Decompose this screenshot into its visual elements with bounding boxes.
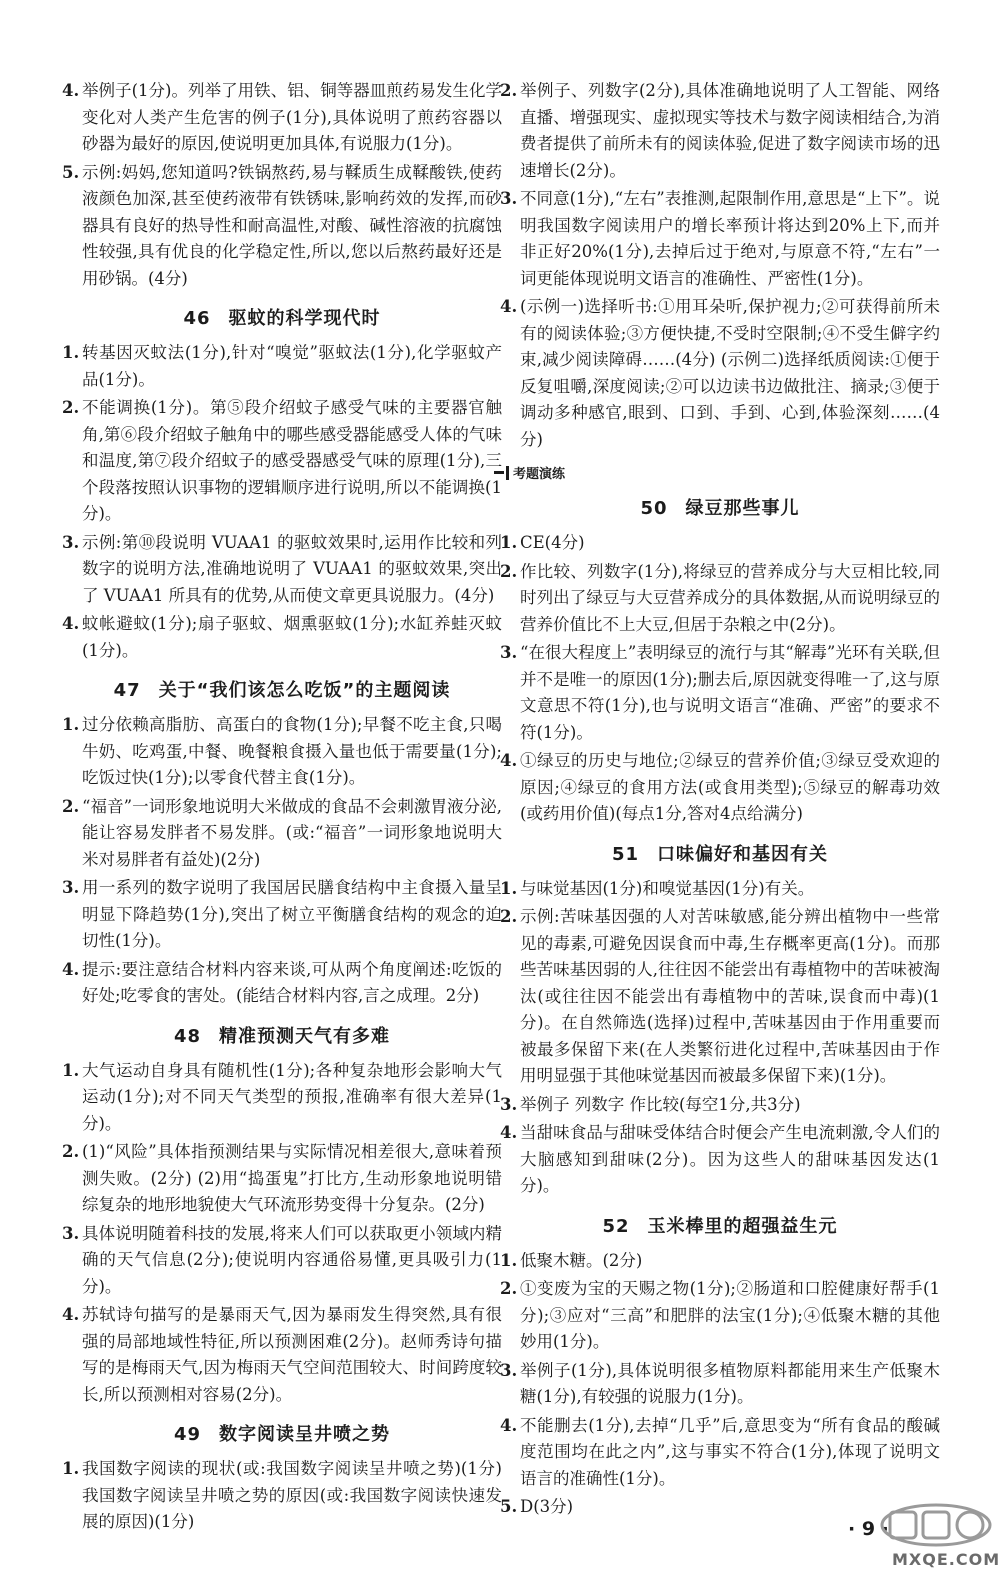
answer-item: 3. 举例子 列数字 作比较(每空1分,共3分) (500, 1094, 801, 1114)
left-column (62, 78, 502, 1538)
answer-item: 3. 示例:第⑩段说明 VUAA1 的驱蚊效果时,运用作比较和列数字的说明方法,准确地说明了 VUAA1 的驱蚊效果,突出了 VUAA1 所具有的优势,从而使文章更具说服力。(4分) (62, 532, 502, 605)
answer-item: 2. 举例子、列数字(2分),具体准确地说明了人工智能、网络直播、增强现实、虚拟现实等技术与数字阅读相结合,为消费者提供了前所未有的阅读体验,促进了数字阅读市场的迅速增长(2分)。 (500, 81, 940, 180)
band-dash-icon (494, 471, 504, 474)
answer-item: 3. 不同意(1分),“左右”表推测,起限制作用,意思是“上下”。说明我国数字阅读用户的增长率预计将达到20%上下,而并非正好20%(1分),去掉后过于绝对,与原意不符,“左右”一词更能体现说明文语言的准确性、严密性(1分)。 (500, 189, 940, 288)
section-title: 52 玉米棒里的超强益生元 (602, 1215, 838, 1237)
watermark-text: MXQE.COM (892, 1550, 1000, 1569)
answer-item: 1. 与味觉基因(1分)和嗅觉基因(1分)有关。 (500, 878, 815, 898)
answer-item: 4. 苏轼诗句描写的是暴雨天气,因为暴雨发生得突然,具有很强的局部地域性特征,所以预测困难(2分)。赵师秀诗句描写的是梅雨天气,因为梅雨天气空间范围较大、时间跨度较长,所以预测相对容易(2分)。 (62, 1305, 502, 1404)
answer-item: 2. 作比较、列数字(1分),将绿豆的营养成分与大豆相比较,同时列出了绿豆与大豆营养成分的具体数据,从而说明绿豆的营养价值比不上大豆,但居于杂粮之中(2分)。 (500, 561, 940, 634)
section-title: 51 口味偏好和基因有关 (611, 843, 829, 865)
answer-item: 4. (示例一)选择听书:①用耳朵听,保护视力;②可获得前所未有的阅读体验;③方便快捷,不受时空限制;④不受生僻字约束,减少阅读障碍……(4分) (示例二)选择纸质阅读:①便于反复咀嚼,深度阅读;②可以边读书边做批注、摘录;③便于调动多种感官,眼到、口到、手到、心到,体验深刻……(4分) (500, 297, 940, 449)
answer-item: 3. 用一系列的数字说明了我国居民膳食结构中主食摄入量呈明显下降趋势(1分),突出了树立平衡膳食结构的观念的迫切性(1分)。 (62, 878, 502, 950)
answer-item: 2. “福音”一词形象地说明大米做成的食品不会刺激胃液分泌,能让容易发胖者不易发胖。(或:“福音”一词形象地说明大米对易胖者有益处)(2分) (62, 796, 502, 869)
answer-item: 4. 蚊帐避蚊(1分);扇子驱蚊、烟熏驱蚊(1分);水缸养蛙灭蚊(1分)。 (62, 614, 502, 660)
answer-item: 1. 转基因灭蚊法(1分),针对“嗅觉”驱蚊法(1分),化学驱蚊产品(1分)。 (62, 343, 502, 389)
answer-item: 3. 具体说明随着科技的发展,将来人们可以获取更小领域内精确的天气信息(2分);使说明内容通俗易懂,更具吸引力(1分)。 (62, 1223, 502, 1296)
answer-item: 1. 过分依赖高脂肪、高蛋白的食物(1分);早餐不吃主食,只喝牛奶、吃鸡蛋,中餐、晚餐粮食摄入量也低于需要量(1分);吃饭过快(1分);以零食代替主食(1分)。 (62, 715, 502, 787)
answer-item: 1. 大气运动自身具有随机性(1分);各种复杂地形会影响大气运动(1分);对不同天气类型的预报,准确率有很大差异(1分)。 (62, 1060, 502, 1133)
answer-item: 2. ①变废为宝的天赐之物(1分);②肠道和口腔健康好帮手(1分);③应对“三高”和肥胖的法宝(1分);④低聚木糖的其他妙用(1分)。 (500, 1279, 940, 1351)
answer-item: 5. D(3分) (500, 1497, 574, 1516)
answer-item: 3. “在很大程度上”表明绿豆的流行与其“解毒”光环有关联,但并不是唯一的原因(1分);删去后,原因就变得唯一了,这与原文意思不符(1分),也与说明文语言“准确、严密”的要求不符(1分)。 (500, 643, 940, 742)
answer-item: 1. 低聚木糖。(2分) (500, 1250, 643, 1270)
answer-item: 4. 不能删去(1分),去掉“几乎”后,意思变为“所有食品的酸碱度范围均在此之内”,这与事实不符合(1分),体现了说明文语言的准确性(1分)。 (500, 1415, 940, 1488)
right-column (500, 78, 940, 1523)
answer-item: 2. 不能调换(1分)。第⑤段介绍蚊子感受气味的主要器官触角,第⑥段介绍蚊子触角中的哪些感受器能感受人体的气味和温度,第⑦段介绍蚊子的感受器感受气味的原理(1分),三个段落按照认识事物的逻辑顺序进行说明,所以不能调换(1分)。 (62, 398, 502, 523)
page-number: · 9 · (848, 1518, 889, 1540)
answer-item: 4. 举例子(1分)。列举了用铁、铝、铜等器皿煎药易发生化学变化对人类产生危害的例子(1分),具体说明了煎药容器以砂器为最好的原因,使说明更加具体,有说服力(1分)。 (62, 81, 502, 153)
answer-item: 5. 示例:妈妈,您知道吗?铁锅熬药,易与鞣质生成鞣酸铁,使药液颜色加深,甚至使药液带有铁锈味,影响药效的发挥,而砂器具有良好的热导性和耐高温性,对酸、碱性溶液的抗腐蚀性较强,具有优良的化学稳定性,所以,您以后熬药最好还是用砂锅。(4分) (62, 162, 502, 288)
section-title: 47 关于“我们该怎么吃饭”的主题阅读 (113, 680, 451, 701)
exam-practice-label: 考题演练 (494, 463, 940, 482)
answer-item: 4. ①绿豆的历史与地位;②绿豆的营养价值;③绿豆受欢迎的原因;④绿豆的食用方法(或食用类型);⑤绿豆的解毒功效(或药用价值)(每点1分,答对4点给满分) (500, 751, 940, 823)
answer-item: 2. (1)“风险”具体指预测结果与实际情况相差很大,意味着预测失败。(2分) (2)用“捣蛋鬼”打比方,生动形象地说明错综复杂的地形地貌使大气环流形势变得十分复杂。(2分) (62, 1142, 502, 1214)
watermark-logo-icon (878, 1500, 994, 1550)
section-title: 50 绿豆那些事儿 (640, 498, 800, 519)
section-title: 46 驱蚊的科学现代时 (183, 308, 381, 329)
answer-item: 4. 当甜味食品与甜味受体结合时便会产生电流刺激,令人们的大脑感知到甜味(2分)。因为这些人的甜味基因发达(1分)。 (500, 1123, 940, 1195)
answer-item: 3. 举例子(1分),具体说明很多植物原料都能用来生产低聚木糖(1分),有较强的说服力(1分)。 (500, 1360, 940, 1406)
answer-item: 1. 我国数字阅读的现状(或:我国数字阅读呈井喷之势)(1分) 我国数字阅读呈井喷之势的原因(或:我国数字阅读快速发展的原因)(1分) (62, 1459, 502, 1531)
watermark-logo (878, 1500, 1000, 1574)
section-title: 48 精准预测天气有多难 (173, 1025, 391, 1047)
band-bar-icon (506, 466, 509, 480)
section-title: 49 数字阅读呈井喷之势 (173, 1424, 391, 1445)
answer-item: 1. CE(4分) (500, 533, 585, 552)
answer-item: 2. 示例:苦味基因强的人对苦味敏感,能分辨出植物中一些常见的毒素,可避免因误食而中毒,生存概率更高(1分)。而那些苦味基因弱的人,往往因不能尝出有毒植物中的苦味被淘汰(或往往因不能尝出有毒植物中的苦味,误食而中毒)(1分)。在自然筛选(选择)过程中,苦味基因由于作用重要而被最多保留下来(在人类繁衍进化过程中,苦味基因由于作用明显强于其他味觉基因而被最多保留下来)(1分)。 (500, 907, 940, 1085)
answer-item: 4. 提示:要注意结合材料内容来谈,可从两个角度阐述:吃饭的好处;吃零食的害处。(能结合材料内容,言之成理。2分) (62, 959, 502, 1005)
